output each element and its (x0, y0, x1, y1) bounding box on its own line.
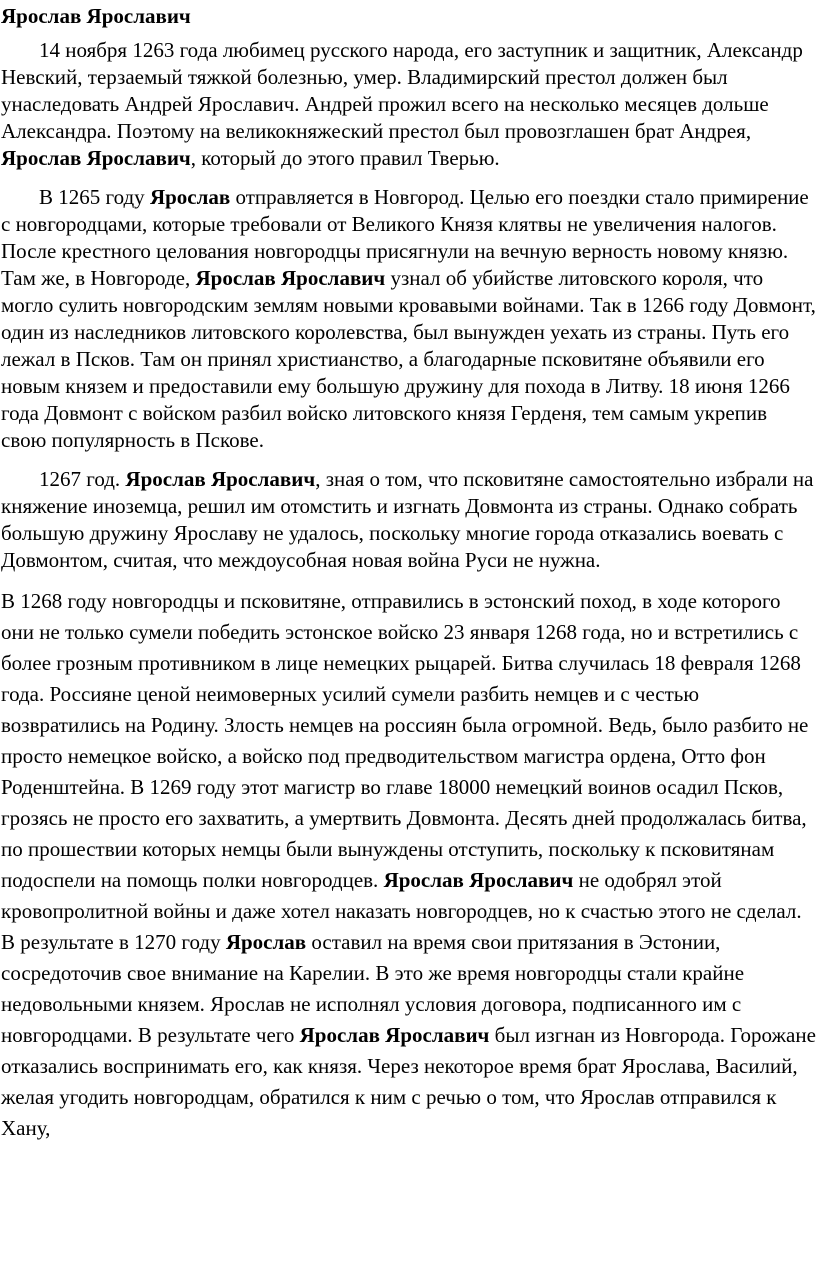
text-run: 1267 год. (39, 467, 126, 491)
paragraph-3 (1, 466, 816, 574)
text-run: узнал об убийстве литовского короля, что могло сулить новгородским землям новыми кровавыми войнами. Так в 1266 году Довмонт, один из наследников литовского королевства, был вынужден уехать из страны. Путь его лежал в Псков. Там он принял христианство, а благодарные псковитяне объявили его новым князем и предоставили ему большую дружину для похода в Литву. 18 июня 1266 года Довмонт с войском разбил войско литовского князя Герденя, тем самым укрепив свою популярность в Пскове. (1, 266, 816, 452)
text-run: отправляется в Новгород. Целью его поездки стало примирение с новгородцами, которые требовали от Великого Князя клятвы не увеличения налогов. После крестного целования новгородцы присягнули на вечную верность новому князю. Там же, в Новгороде, (1, 185, 809, 290)
bold-name: Ярослав Ярославич (383, 868, 574, 892)
text-run: В 1268 году новгородцы и псковитяне, отправились в эстонский поход, в ходе которого они не только сумели победить эстонское войско 23 января 1268 года, но и встретились с более грозным противником в лице немецких рыцарей. Битва случилась 18 февраля 1268 года. Россияне ценой неимоверных усилий сумели разбить немцев и с честью возвратились на Родину. Злость немцев на россиян была огромной. Ведь, было разбито не просто немецкое войско, а войско под предводительством магистра ордена, Отто фон Роденштейна. В 1269 году этот магистр во главе 18000 немецкий воинов осадил Псков, грозясь не просто его захватить, а умертвить Довмонта. Десять дней продолжалась битва, по прошествии которых немцы были вынуждены отступить, поскольку к псковитянам подоспели на помощь полки новгородцев. (1, 589, 809, 892)
bold-name: Ярослав (149, 185, 231, 209)
paragraph-2 (1, 184, 816, 454)
document-title: Ярослав Ярославич (1, 4, 191, 28)
bold-name: Ярослав (225, 930, 307, 954)
text-run: 14 ноября 1263 года любимец русского народа, его заступник и защитник, Александр Невский, терзаемый тяжкой болезнью, умер. Владимирский престол должен был унаследовать Андрей Ярославич. Андрей прожил всего на несколько месяцев дольше Александра. Поэтому на великокняжеский престол был провозглашен брат Андрея, (1, 38, 803, 143)
text-run: , который до этого правил Тверью. (190, 146, 500, 170)
text-run: был изгнан из Новгорода. Горожане отказались воспринимать его, как князя. Через некоторое время брат Ярослава, Василий, желая угодить новгородцам, обратился к ним с речью о том, что Ярослав отправился к Хану, (1, 1023, 816, 1140)
bold-name: Ярослав Ярославич (125, 467, 316, 491)
text-run: оставил на время свои притязания в Эстонии, сосредоточив свое внимание на Карелии. В это же время новгородцы стали крайне недовольными князем. Ярослав не исполнял условия договора, подписанного им с новгородцами. В результате чего (1, 930, 745, 1047)
text-run: В 1265 году (39, 185, 150, 209)
text-run: не одобрял этой кровопролитной войны и даже хотел наказать новгородцев, но к счастью этого не сделал. В результате в 1270 году (1, 868, 802, 954)
text-run: , зная о том, что псковитяне самостоятельно избрали на княжение иноземца, решил им отомстить и изгнать Довмонта из страны. Однако собрать большую дружину Ярославу не удалось, поскольку многие города отказались воевать с Довмонтом, считая, что междоусобная новая война Руси не нужна. (1, 467, 814, 572)
bold-name: Ярослав Ярославич (195, 266, 386, 290)
bold-name: Ярослав Ярославич (1, 146, 191, 170)
paragraph-1 (1, 37, 816, 172)
bold-name: Ярослав Ярославич (299, 1023, 490, 1047)
paragraph-4 (1, 586, 816, 1144)
